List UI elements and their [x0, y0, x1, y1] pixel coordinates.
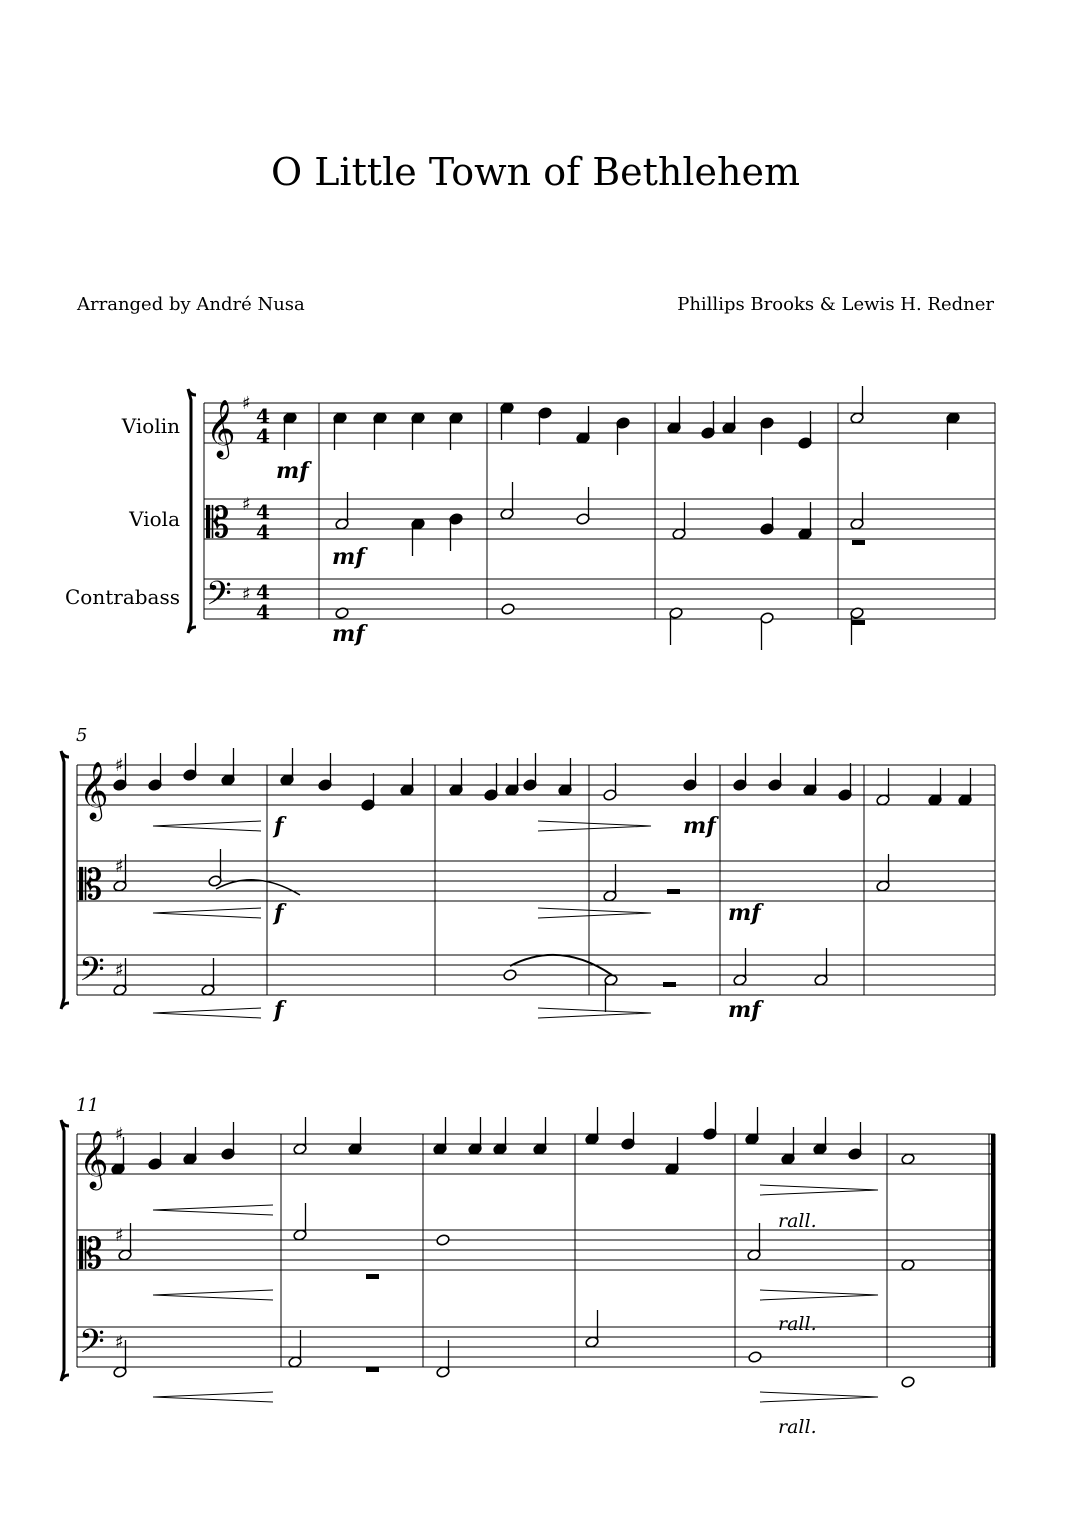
sharp-bass-icon: ♯ [242, 584, 251, 605]
alto-clef: 𝄡 [206, 498, 230, 547]
whole-note-bass [901, 1376, 915, 1389]
hairpin-cresc [153, 1008, 261, 1018]
dynamic-f-viola-m6: f [274, 900, 284, 926]
music-systems [61, 386, 995, 1402]
time-sig-top: 4 [256, 580, 270, 604]
composer-credit: Phillips Brooks & Lewis H. Redner [677, 294, 994, 315]
system-bracket [188, 389, 196, 633]
hairpin-cresc [153, 1392, 273, 1402]
sharp-treble-icon: ♯ [115, 1124, 124, 1145]
hairpin-decresc [760, 1185, 878, 1195]
sharp-bass-icon: ♯ [115, 960, 124, 981]
half-rest [366, 1274, 379, 1279]
sharp-alto-icon: ♯ [242, 494, 251, 515]
tie [216, 880, 300, 895]
dynamic-mf-violin-m8: mf [683, 813, 716, 839]
half-rest [667, 889, 680, 894]
hairpin-decresc [538, 821, 651, 831]
whole-note-viola [436, 1234, 450, 1247]
arranger-credit: Arranged by André Nusa [77, 294, 305, 315]
bass-clef: 𝄢 [206, 575, 232, 621]
rall-viola: rall. [778, 1313, 817, 1335]
treble-clef: 𝄞 [79, 761, 109, 819]
time-sig-bottom: 4 [256, 424, 270, 448]
half-rest [366, 1367, 379, 1372]
rall-violin: rall. [778, 1210, 817, 1232]
hairpin-cresc [153, 821, 261, 831]
bass-clef: 𝄢 [79, 951, 105, 997]
time-sig-bottom: 4 [256, 600, 270, 624]
dynamic-mf-viola-m9: mf [728, 900, 761, 926]
hairpin-cresc [153, 1290, 273, 1300]
hairpin-cresc [153, 908, 261, 918]
sharp-alto-icon: ♯ [115, 1225, 124, 1246]
whole-note-violin [901, 1153, 915, 1166]
instrument-label-violin: Violin [121, 414, 180, 438]
page-title: O Little Town of Bethlehem [270, 150, 801, 194]
sharp-treble-icon: ♯ [115, 755, 124, 776]
hairpin-decresc [538, 908, 651, 918]
dynamic-mf-contrabass-m9: mf [728, 997, 761, 1023]
hairpin-decresc [538, 1008, 651, 1018]
half-rest [852, 620, 865, 625]
dynamic-f-contrabass-m6: f [274, 997, 284, 1023]
whole-note-viola [901, 1259, 915, 1272]
sharp-bass-icon: ♯ [115, 1332, 124, 1353]
instrument-label-contrabass: Contrabass [65, 585, 180, 609]
rall-contrabass: rall. [778, 1416, 817, 1438]
time-sig-top: 4 [256, 404, 270, 428]
dynamic-mf-violin: mf [276, 458, 309, 484]
treble-clef: 𝄞 [206, 399, 236, 457]
half-rest [663, 982, 676, 987]
hairpin-decresc [760, 1290, 878, 1300]
hairpin-decresc [760, 1392, 878, 1402]
bass-clef: 𝄢 [79, 1323, 105, 1369]
alto-clef: 𝄡 [79, 860, 103, 909]
time-sig-bottom: 4 [256, 520, 270, 544]
half-rest [852, 540, 865, 545]
measure-number-5: 5 [76, 725, 88, 746]
sharp-alto-icon: ♯ [115, 856, 124, 877]
system-bracket [61, 1120, 69, 1381]
time-sig-top: 4 [256, 500, 270, 524]
measure-number-11: 11 [76, 1095, 99, 1116]
treble-clef: 𝄞 [79, 1130, 109, 1188]
hairpin-cresc [153, 1205, 273, 1215]
dynamic-mf-contrabass: mf [332, 621, 365, 647]
system-bracket [61, 751, 69, 1009]
whole-note-bass [748, 1351, 762, 1364]
dynamic-mf-viola: mf [332, 544, 365, 570]
final-barline-thick [991, 1134, 995, 1367]
sharp-treble-icon: ♯ [242, 393, 251, 414]
dynamic-f-violin-m6: f [274, 813, 284, 839]
whole-note-bass [501, 603, 515, 616]
instrument-label-viola: Viola [129, 507, 180, 531]
alto-clef: 𝄡 [79, 1229, 103, 1278]
whole-note-bass [503, 969, 517, 982]
